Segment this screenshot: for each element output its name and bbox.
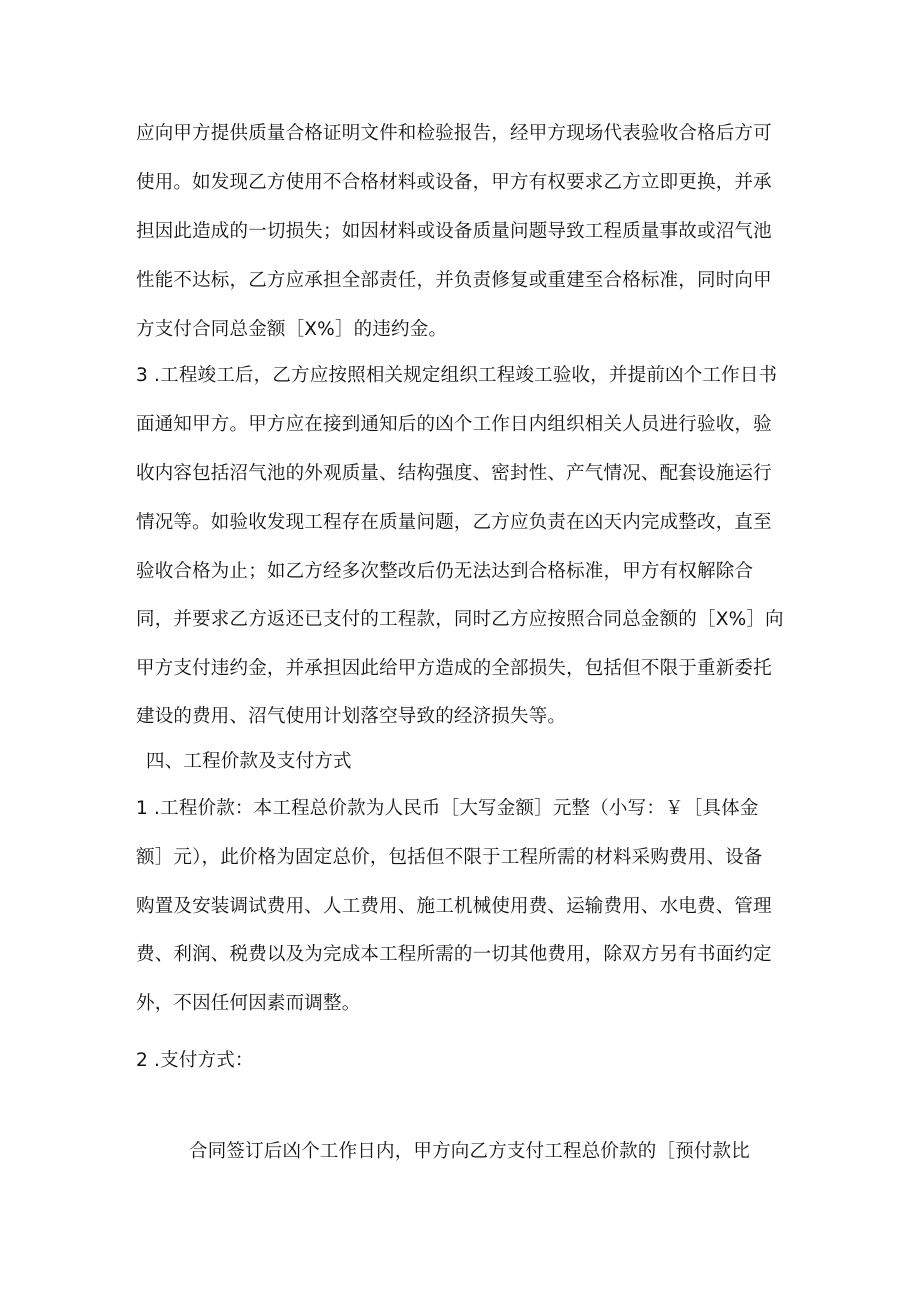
- paragraph-line: 方支付合同总金额［X%］的违约金。: [136, 319, 448, 340]
- paragraph-line: 合同签订后凶个工作日内，甲方向乙方支付工程总价款的［预付款比: [189, 1141, 751, 1162]
- clause-3-line: 3 .工程竣工后，乙方应按照相关规定组织工程竣工验收，并提前凶个工作日书: [136, 365, 778, 386]
- paragraph-line: 额］元），此价格为固定总价，包括但不限于工程所需的材料采购费用、设备: [136, 847, 763, 868]
- paragraph-line: 外，不因任何因素而调整。: [136, 993, 361, 1014]
- paragraph-line: 建设的费用、沼气使用计划落空导致的经济损失等。: [136, 706, 567, 727]
- paragraph-line: 甲方支付违约金，并承担因此给甲方造成的全部损失，包括但不限于重新委托: [136, 658, 772, 679]
- paragraph-line: 担因此造成的一切损失；如因材料或设备质量问题导致工程质量事故或沼气池: [136, 221, 772, 242]
- paragraph-line: 情况等。如验收发现工程存在质量问题，乙方应负责在凶天内完成整改，直至: [136, 512, 772, 533]
- clause-2-line: 2 .支付方式：: [136, 1050, 254, 1071]
- section-heading: 四、工程价款及支付方式: [146, 751, 352, 772]
- paragraph-line: 验收合格为止；如乙方经多次整改后仍无法达到合格标准，甲方有权解除合: [136, 561, 754, 582]
- paragraph-line: 费、利润、税费以及为完成本工程所需的一切其他费用，除双方另有书面约定: [136, 944, 772, 965]
- paragraph-line: 应向甲方提供质量合格证明文件和检验报告，经甲方现场代表验收合格后方可: [136, 123, 772, 144]
- paragraph-line: 使用。如发现乙方使用不合格材料或设备，甲方有权要求乙方立即更换，并承: [136, 172, 772, 193]
- clause-1-line: 1 .工程价款：本工程总价款为人民币［大写金额］元整（小写：￥［具体金: [136, 798, 759, 819]
- paragraph-line: 同，并要求乙方返还已支付的工程款，同时乙方应按照合同总金额的［X%］向: [136, 609, 784, 630]
- paragraph-line: 面通知甲方。甲方应在接到通知后的凶个工作日内组织相关人员进行验收，验: [136, 414, 772, 435]
- paragraph-line: 收内容包括沼气池的外观质量、结构强度、密封性、产气情况、配套设施运行: [136, 463, 772, 484]
- paragraph-line: 性能不达标，乙方应承担全部责任，并负责修复或重建至合格标准，同时向甲: [136, 270, 772, 291]
- paragraph-line: 购置及安装调试费用、人工费用、施工机械使用费、运输费用、水电费、管理: [136, 896, 772, 917]
